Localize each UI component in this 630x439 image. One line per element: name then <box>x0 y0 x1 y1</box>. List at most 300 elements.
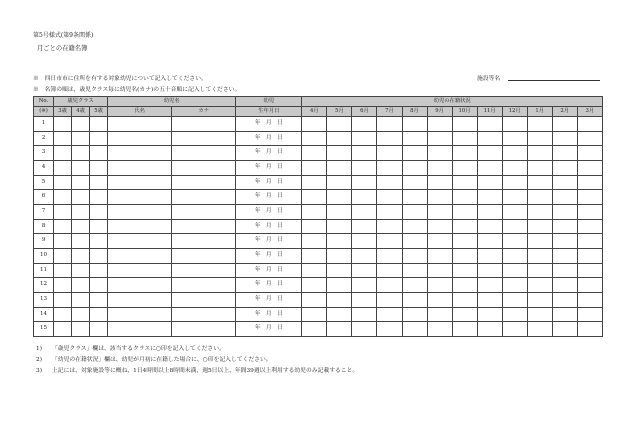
month-status-cell[interactable] <box>452 278 477 293</box>
month-status-cell[interactable] <box>302 204 327 219</box>
age-5-cell[interactable] <box>90 263 108 278</box>
kana-cell[interactable] <box>172 307 236 322</box>
month-status-cell[interactable] <box>402 307 427 322</box>
age-4-cell[interactable] <box>72 234 90 249</box>
month-status-cell[interactable] <box>302 146 327 161</box>
month-status-cell[interactable] <box>477 175 502 190</box>
month-status-cell[interactable] <box>577 146 602 161</box>
age-5-cell[interactable] <box>90 131 108 146</box>
month-status-cell[interactable] <box>427 322 452 337</box>
row-number: 5 <box>34 175 54 190</box>
footnote-text: 上記には、対象施設等に概ね、1日4時間以上8時間未満、週5日以上、年間39週以上利用する幼児のみ記載すること。 <box>52 368 359 374</box>
age-4-cell[interactable] <box>72 292 90 307</box>
full-name-cell[interactable] <box>108 248 172 263</box>
month-status-cell[interactable] <box>452 146 477 161</box>
full-name-cell[interactable] <box>108 263 172 278</box>
age-3-cell[interactable] <box>54 204 72 219</box>
month-status-cell[interactable] <box>402 160 427 175</box>
month-status-cell[interactable] <box>502 322 527 337</box>
month-status-cell[interactable] <box>552 322 577 337</box>
month-status-cell[interactable] <box>352 146 377 161</box>
month-status-cell[interactable] <box>302 175 327 190</box>
age-5-cell[interactable] <box>90 160 108 175</box>
month-status-cell[interactable] <box>577 234 602 249</box>
month-status-cell[interactable] <box>502 234 527 249</box>
month-status-cell[interactable] <box>527 263 552 278</box>
month-status-cell[interactable] <box>502 175 527 190</box>
age-4-cell[interactable] <box>72 219 90 234</box>
age-4-cell[interactable] <box>72 117 90 132</box>
month-status-cell[interactable] <box>402 117 427 132</box>
month-status-cell[interactable] <box>402 263 427 278</box>
month-status-cell[interactable] <box>352 234 377 249</box>
month-status-cell[interactable] <box>552 219 577 234</box>
month-status-cell[interactable] <box>352 160 377 175</box>
birthdate-cell[interactable]: 年 月 日 <box>236 234 302 249</box>
month-status-cell[interactable] <box>502 117 527 132</box>
month-status-cell[interactable] <box>327 307 352 322</box>
month-status-cell[interactable] <box>552 117 577 132</box>
month-status-cell[interactable] <box>552 204 577 219</box>
month-status-cell[interactable] <box>402 219 427 234</box>
age-3-cell[interactable] <box>54 292 72 307</box>
month-status-cell[interactable] <box>477 117 502 132</box>
facility-label: 施設等名 <box>477 76 501 82</box>
birthdate-cell[interactable]: 年 月 日 <box>236 190 302 205</box>
month-status-cell[interactable] <box>377 117 402 132</box>
month-status-cell[interactable] <box>427 131 452 146</box>
header-month: 5月 <box>327 107 352 117</box>
age-5-cell[interactable] <box>90 248 108 263</box>
month-status-cell[interactable] <box>502 248 527 263</box>
birthdate-cell[interactable]: 年 月 日 <box>236 204 302 219</box>
month-status-cell[interactable] <box>402 131 427 146</box>
month-status-cell[interactable] <box>427 307 452 322</box>
age-5-cell[interactable] <box>90 190 108 205</box>
birthdate-cell[interactable]: 年 月 日 <box>236 322 302 337</box>
month-status-cell[interactable] <box>452 190 477 205</box>
month-status-cell[interactable] <box>352 204 377 219</box>
month-status-cell[interactable] <box>577 131 602 146</box>
age-4-cell[interactable] <box>72 248 90 263</box>
month-status-cell[interactable] <box>527 175 552 190</box>
month-status-cell[interactable] <box>327 204 352 219</box>
kana-cell[interactable] <box>172 219 236 234</box>
birthdate-cell[interactable]: 年 月 日 <box>236 263 302 278</box>
age-4-cell[interactable] <box>72 160 90 175</box>
month-status-cell[interactable] <box>452 219 477 234</box>
row-number: 14 <box>34 307 54 322</box>
month-status-cell[interactable] <box>577 292 602 307</box>
birthdate-cell[interactable]: 年 月 日 <box>236 307 302 322</box>
month-status-cell[interactable] <box>352 278 377 293</box>
kana-cell[interactable] <box>172 160 236 175</box>
month-status-cell[interactable] <box>327 322 352 337</box>
month-status-cell[interactable] <box>352 190 377 205</box>
footnote <box>36 365 358 374</box>
month-status-cell[interactable] <box>302 117 327 132</box>
month-status-cell[interactable] <box>477 204 502 219</box>
header-month: 12月 <box>502 107 527 117</box>
month-status-cell[interactable] <box>377 219 402 234</box>
month-status-cell[interactable] <box>327 219 352 234</box>
month-status-cell[interactable] <box>302 307 327 322</box>
month-status-cell[interactable] <box>477 131 502 146</box>
month-status-cell[interactable] <box>377 292 402 307</box>
month-status-cell[interactable] <box>577 190 602 205</box>
month-status-cell[interactable] <box>327 160 352 175</box>
month-status-cell[interactable] <box>577 248 602 263</box>
kana-cell[interactable] <box>172 292 236 307</box>
month-status-cell[interactable] <box>327 248 352 263</box>
age-4-cell[interactable] <box>72 204 90 219</box>
month-status-cell[interactable] <box>377 278 402 293</box>
month-status-cell[interactable] <box>427 146 452 161</box>
footnote-number: 1) <box>36 346 42 352</box>
month-status-cell[interactable] <box>427 175 452 190</box>
row-number: 4 <box>34 160 54 175</box>
month-status-cell[interactable] <box>552 160 577 175</box>
month-status-cell[interactable] <box>427 278 452 293</box>
month-status-cell[interactable] <box>577 204 602 219</box>
month-status-cell[interactable] <box>427 117 452 132</box>
month-status-cell[interactable] <box>452 204 477 219</box>
age-3-cell[interactable] <box>54 131 72 146</box>
month-status-cell[interactable] <box>552 131 577 146</box>
age-3-cell[interactable] <box>54 160 72 175</box>
month-status-cell[interactable] <box>577 263 602 278</box>
month-status-cell[interactable] <box>502 190 527 205</box>
month-status-cell[interactable] <box>377 146 402 161</box>
month-status-cell[interactable] <box>427 248 452 263</box>
table-row <box>34 248 603 263</box>
month-status-cell[interactable] <box>377 263 402 278</box>
month-status-cell[interactable] <box>402 146 427 161</box>
month-status-cell[interactable] <box>552 307 577 322</box>
month-status-cell[interactable] <box>577 322 602 337</box>
month-status-cell[interactable] <box>452 248 477 263</box>
month-status-cell[interactable] <box>527 160 552 175</box>
full-name-cell[interactable] <box>108 131 172 146</box>
month-status-cell[interactable] <box>552 146 577 161</box>
kana-cell[interactable] <box>172 190 236 205</box>
age-3-cell[interactable] <box>54 219 72 234</box>
month-status-cell[interactable] <box>477 307 502 322</box>
month-status-cell[interactable] <box>552 292 577 307</box>
row-number: 9 <box>34 234 54 249</box>
month-status-cell[interactable] <box>352 117 377 132</box>
month-status-cell[interactable] <box>452 175 477 190</box>
age-4-cell[interactable] <box>72 322 90 337</box>
header-full-name: 氏名 <box>108 107 172 117</box>
month-status-cell[interactable] <box>477 146 502 161</box>
full-name-cell[interactable] <box>108 190 172 205</box>
age-5-cell[interactable] <box>90 292 108 307</box>
month-status-cell[interactable] <box>352 307 377 322</box>
month-status-cell[interactable] <box>327 263 352 278</box>
age-5-cell[interactable] <box>90 219 108 234</box>
month-status-cell[interactable] <box>302 190 327 205</box>
month-status-cell[interactable] <box>477 322 502 337</box>
month-status-cell[interactable] <box>552 248 577 263</box>
age-5-cell[interactable] <box>90 146 108 161</box>
row-number: 12 <box>34 278 54 293</box>
month-status-cell[interactable] <box>402 175 427 190</box>
month-status-cell[interactable] <box>477 263 502 278</box>
month-status-cell[interactable] <box>527 204 552 219</box>
month-status-cell[interactable] <box>377 307 402 322</box>
kana-cell[interactable] <box>172 248 236 263</box>
month-status-cell[interactable] <box>552 278 577 293</box>
birthdate-cell[interactable]: 年 月 日 <box>236 175 302 190</box>
month-status-cell[interactable] <box>377 131 402 146</box>
month-status-cell[interactable] <box>352 263 377 278</box>
month-status-cell[interactable] <box>402 190 427 205</box>
table-row <box>34 204 603 219</box>
month-status-cell[interactable] <box>327 117 352 132</box>
month-status-cell[interactable] <box>452 322 477 337</box>
age-5-cell[interactable] <box>90 117 108 132</box>
birthdate-cell[interactable]: 年 月 日 <box>236 117 302 132</box>
age-4-cell[interactable] <box>72 175 90 190</box>
age-3-cell[interactable] <box>54 175 72 190</box>
footnote-number: 2) <box>36 357 42 363</box>
month-status-cell[interactable] <box>477 248 502 263</box>
full-name-cell[interactable] <box>108 175 172 190</box>
month-status-cell[interactable] <box>527 117 552 132</box>
age-3-cell[interactable] <box>54 190 72 205</box>
age-3-cell[interactable] <box>54 307 72 322</box>
month-status-cell[interactable] <box>352 248 377 263</box>
month-status-cell[interactable] <box>502 263 527 278</box>
month-status-cell[interactable] <box>552 263 577 278</box>
month-status-cell[interactable] <box>452 307 477 322</box>
header-month: 6月 <box>352 107 377 117</box>
birthdate-cell[interactable]: 年 月 日 <box>236 292 302 307</box>
month-status-cell[interactable] <box>577 219 602 234</box>
month-status-cell[interactable] <box>427 219 452 234</box>
birthdate-cell[interactable]: 年 月 日 <box>236 248 302 263</box>
month-status-cell[interactable] <box>302 278 327 293</box>
month-status-cell[interactable] <box>427 292 452 307</box>
month-status-cell[interactable] <box>302 234 327 249</box>
footnote-text: 「幼児の在籍状況」欄は、幼児が月初に在籍した場合に、○印を記入してください。 <box>52 357 272 363</box>
age-5-cell[interactable] <box>90 175 108 190</box>
month-status-cell[interactable] <box>477 219 502 234</box>
month-status-cell[interactable] <box>577 278 602 293</box>
month-status-cell[interactable] <box>327 175 352 190</box>
month-status-cell[interactable] <box>377 175 402 190</box>
month-status-cell[interactable] <box>527 219 552 234</box>
month-status-cell[interactable] <box>402 204 427 219</box>
kana-cell[interactable] <box>172 175 236 190</box>
full-name-cell[interactable] <box>108 234 172 249</box>
month-status-cell[interactable] <box>577 307 602 322</box>
month-status-cell[interactable] <box>452 292 477 307</box>
kana-cell[interactable] <box>172 263 236 278</box>
header-age-class: 歳児クラス <box>54 97 108 107</box>
month-status-cell[interactable] <box>352 292 377 307</box>
row-number: 3 <box>34 146 54 161</box>
table-row <box>34 175 603 190</box>
age-3-cell[interactable] <box>54 248 72 263</box>
month-status-cell[interactable] <box>327 146 352 161</box>
header-month: 2月 <box>552 107 577 117</box>
month-status-cell[interactable] <box>527 248 552 263</box>
age-5-cell[interactable] <box>90 278 108 293</box>
month-status-cell[interactable] <box>377 234 402 249</box>
month-status-cell[interactable] <box>427 234 452 249</box>
full-name-cell[interactable] <box>108 204 172 219</box>
month-status-cell[interactable] <box>402 278 427 293</box>
month-status-cell[interactable] <box>377 248 402 263</box>
age-3-cell[interactable] <box>54 234 72 249</box>
header-kana: カナ <box>172 107 236 117</box>
age-4-cell[interactable] <box>72 190 90 205</box>
month-status-cell[interactable] <box>327 190 352 205</box>
month-status-cell[interactable] <box>452 117 477 132</box>
month-status-cell[interactable] <box>577 160 602 175</box>
month-status-cell[interactable] <box>502 307 527 322</box>
month-status-cell[interactable] <box>577 117 602 132</box>
month-status-cell[interactable] <box>427 190 452 205</box>
full-name-cell[interactable] <box>108 322 172 337</box>
age-5-cell[interactable] <box>90 322 108 337</box>
month-status-cell[interactable] <box>402 322 427 337</box>
age-4-cell[interactable] <box>72 278 90 293</box>
month-status-cell[interactable] <box>377 322 402 337</box>
age-3-cell[interactable] <box>54 322 72 337</box>
month-status-cell[interactable] <box>427 160 452 175</box>
birthdate-cell[interactable]: 年 月 日 <box>236 278 302 293</box>
month-status-cell[interactable] <box>377 160 402 175</box>
month-status-cell[interactable] <box>527 307 552 322</box>
header-month: 9月 <box>427 107 452 117</box>
month-status-cell[interactable] <box>377 204 402 219</box>
month-status-cell[interactable] <box>402 292 427 307</box>
month-status-cell[interactable] <box>302 292 327 307</box>
table-row <box>34 322 603 337</box>
month-status-cell[interactable] <box>477 278 502 293</box>
age-5-cell[interactable] <box>90 307 108 322</box>
month-status-cell[interactable] <box>502 278 527 293</box>
month-status-cell[interactable] <box>452 131 477 146</box>
age-3-cell[interactable] <box>54 117 72 132</box>
month-status-cell[interactable] <box>427 204 452 219</box>
month-status-cell[interactable] <box>327 131 352 146</box>
month-status-cell[interactable] <box>327 292 352 307</box>
month-status-cell[interactable] <box>502 204 527 219</box>
birthdate-cell[interactable]: 年 月 日 <box>236 219 302 234</box>
month-status-cell[interactable] <box>402 234 427 249</box>
full-name-cell[interactable] <box>108 219 172 234</box>
month-status-cell[interactable] <box>577 175 602 190</box>
kana-cell[interactable] <box>172 322 236 337</box>
table-row <box>34 131 603 146</box>
kana-cell[interactable] <box>172 234 236 249</box>
month-status-cell[interactable] <box>452 263 477 278</box>
age-4-cell[interactable] <box>72 131 90 146</box>
age-5-cell[interactable] <box>90 234 108 249</box>
kana-cell[interactable] <box>172 278 236 293</box>
month-status-cell[interactable] <box>477 160 502 175</box>
month-status-cell[interactable] <box>327 234 352 249</box>
month-status-cell[interactable] <box>552 234 577 249</box>
birthdate-cell[interactable]: 年 月 日 <box>236 146 302 161</box>
full-name-cell[interactable] <box>108 292 172 307</box>
month-status-cell[interactable] <box>302 219 327 234</box>
month-status-cell[interactable] <box>502 131 527 146</box>
month-status-cell[interactable] <box>502 219 527 234</box>
header-no-sub: (※) <box>34 107 54 117</box>
age-3-cell[interactable] <box>54 263 72 278</box>
age-4-cell[interactable] <box>72 263 90 278</box>
kana-cell[interactable] <box>172 131 236 146</box>
month-status-cell[interactable] <box>302 263 327 278</box>
month-status-cell[interactable] <box>502 292 527 307</box>
full-name-cell[interactable] <box>108 307 172 322</box>
month-status-cell[interactable] <box>527 322 552 337</box>
month-status-cell[interactable] <box>352 322 377 337</box>
month-status-cell[interactable] <box>352 219 377 234</box>
header-birthdate: 生年月日 <box>236 107 302 117</box>
full-name-cell[interactable] <box>108 146 172 161</box>
age-5-cell[interactable] <box>90 204 108 219</box>
month-status-cell[interactable] <box>527 190 552 205</box>
month-status-cell[interactable] <box>452 160 477 175</box>
month-status-cell[interactable] <box>477 292 502 307</box>
kana-cell[interactable] <box>172 117 236 132</box>
month-status-cell[interactable] <box>352 131 377 146</box>
age-3-cell[interactable] <box>54 278 72 293</box>
month-status-cell[interactable] <box>377 190 402 205</box>
month-status-cell[interactable] <box>527 146 552 161</box>
birthdate-cell[interactable]: 年 月 日 <box>236 160 302 175</box>
month-status-cell[interactable] <box>527 292 552 307</box>
age-4-cell[interactable] <box>72 146 90 161</box>
full-name-cell[interactable] <box>108 117 172 132</box>
month-status-cell[interactable] <box>477 234 502 249</box>
facility-name-field[interactable] <box>508 80 600 81</box>
month-status-cell[interactable] <box>327 278 352 293</box>
month-status-cell[interactable] <box>427 263 452 278</box>
month-status-cell[interactable] <box>402 248 427 263</box>
form-title: 月ごとの在籍名簿 <box>37 45 88 52</box>
month-status-cell[interactable] <box>527 234 552 249</box>
month-status-cell[interactable] <box>502 146 527 161</box>
full-name-cell[interactable] <box>108 160 172 175</box>
age-3-cell[interactable] <box>54 146 72 161</box>
month-status-cell[interactable] <box>502 160 527 175</box>
month-status-cell[interactable] <box>302 322 327 337</box>
month-status-cell[interactable] <box>527 131 552 146</box>
month-status-cell[interactable] <box>352 175 377 190</box>
month-status-cell[interactable] <box>552 175 577 190</box>
birthdate-cell[interactable]: 年 月 日 <box>236 131 302 146</box>
month-status-cell[interactable] <box>552 190 577 205</box>
month-status-cell[interactable] <box>477 190 502 205</box>
kana-cell[interactable] <box>172 204 236 219</box>
age-4-cell[interactable] <box>72 307 90 322</box>
table-row <box>34 146 603 161</box>
full-name-cell[interactable] <box>108 278 172 293</box>
month-status-cell[interactable] <box>452 234 477 249</box>
kana-cell[interactable] <box>172 146 236 161</box>
month-status-cell[interactable] <box>302 248 327 263</box>
month-status-cell[interactable] <box>302 131 327 146</box>
month-status-cell[interactable] <box>302 160 327 175</box>
month-status-cell[interactable] <box>527 278 552 293</box>
